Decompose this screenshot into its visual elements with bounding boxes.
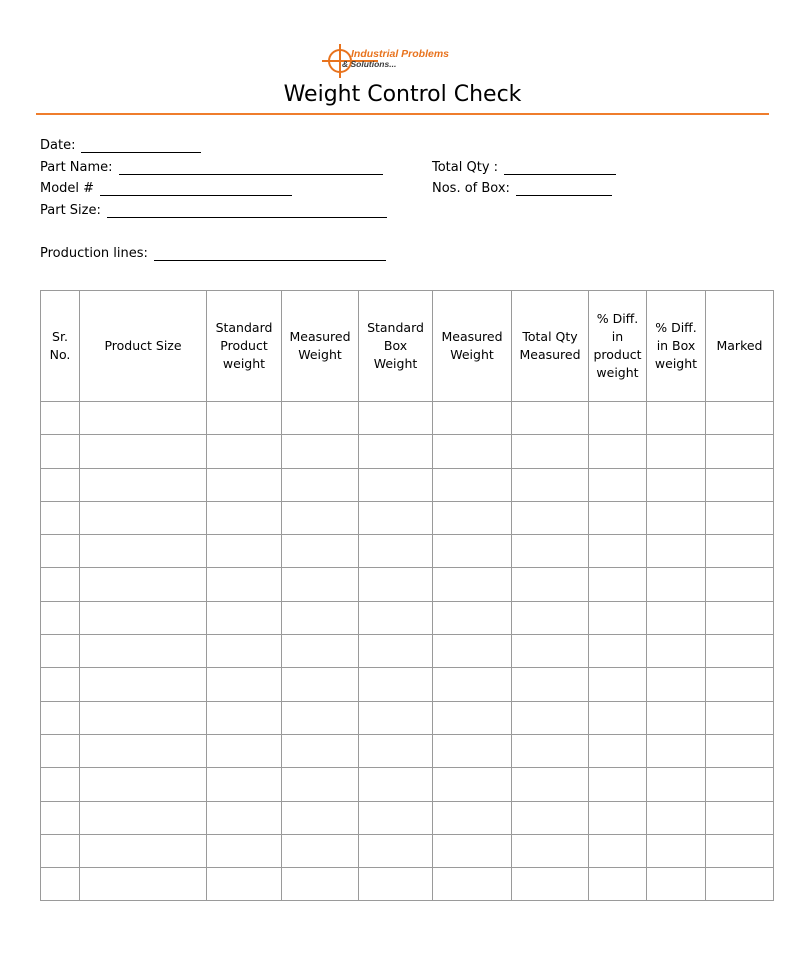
table-cell[interactable]	[282, 734, 359, 767]
table-cell[interactable]	[706, 435, 774, 468]
col-header-measured-weight: Measured Weight	[282, 291, 359, 402]
table-cell[interactable]	[359, 635, 433, 668]
table-cell[interactable]	[706, 768, 774, 801]
table-cell[interactable]	[433, 501, 512, 534]
table-cell[interactable]	[80, 435, 207, 468]
table-row	[41, 468, 774, 501]
table-cell[interactable]	[647, 834, 706, 867]
table-cell[interactable]	[80, 734, 207, 767]
total-qty-label: Total Qty :	[432, 160, 499, 175]
table-cell[interactable]	[282, 435, 359, 468]
table-cell[interactable]	[41, 468, 80, 501]
total-qty-field[interactable]	[432, 160, 616, 175]
table-cell[interactable]	[433, 402, 512, 435]
table-cell[interactable]	[589, 834, 647, 867]
table-cell[interactable]	[207, 402, 282, 435]
table-cell[interactable]	[706, 668, 774, 701]
table-cell[interactable]	[359, 768, 433, 801]
table-cell[interactable]	[647, 402, 706, 435]
table-row	[41, 435, 774, 468]
col-header-standard-product-weight: Standard Product weight	[207, 291, 282, 402]
table-cell[interactable]	[41, 402, 80, 435]
table-cell[interactable]	[207, 568, 282, 601]
col-header-diff-box-weight: % Diff. in Box weight	[647, 291, 706, 402]
table-cell[interactable]	[282, 535, 359, 568]
table-cell[interactable]	[207, 834, 282, 867]
table-cell[interactable]	[433, 701, 512, 734]
table-cell[interactable]	[41, 834, 80, 867]
table-cell[interactable]	[512, 501, 589, 534]
table-cell[interactable]	[647, 435, 706, 468]
table-cell[interactable]	[647, 768, 706, 801]
production-lines-field[interactable]	[40, 246, 386, 261]
table-cell[interactable]	[207, 535, 282, 568]
table-cell[interactable]	[512, 601, 589, 634]
table-cell[interactable]	[706, 834, 774, 867]
table-cell[interactable]	[41, 734, 80, 767]
part-name-blank[interactable]	[119, 161, 383, 175]
table-cell[interactable]	[589, 601, 647, 634]
table-cell[interactable]	[589, 734, 647, 767]
table-cell[interactable]	[433, 668, 512, 701]
col-header-total-qty-measured: Total Qty Measured	[512, 291, 589, 402]
model-field[interactable]	[40, 181, 292, 196]
table-cell[interactable]	[647, 734, 706, 767]
table-cell[interactable]	[512, 468, 589, 501]
table-cell[interactable]	[589, 468, 647, 501]
table-cell[interactable]	[282, 635, 359, 668]
table-cell[interactable]	[647, 535, 706, 568]
table-cell[interactable]	[589, 635, 647, 668]
table-cell[interactable]	[589, 402, 647, 435]
table-cell[interactable]	[282, 801, 359, 834]
table-cell[interactable]	[80, 668, 207, 701]
table-cell[interactable]	[359, 601, 433, 634]
table-cell[interactable]	[706, 601, 774, 634]
table-cell[interactable]	[41, 768, 80, 801]
table-cell[interactable]	[282, 601, 359, 634]
table-cell[interactable]	[359, 501, 433, 534]
table-cell[interactable]	[207, 768, 282, 801]
table-cell[interactable]	[80, 535, 207, 568]
table-cell[interactable]	[512, 402, 589, 435]
table-body	[41, 402, 774, 901]
table-row	[41, 801, 774, 834]
table-cell[interactable]	[207, 435, 282, 468]
table-cell[interactable]	[433, 468, 512, 501]
table-cell[interactable]	[41, 568, 80, 601]
model-blank[interactable]	[100, 182, 292, 196]
table-cell[interactable]	[41, 801, 80, 834]
col-header-product-size: Product Size	[80, 291, 207, 402]
table-cell[interactable]	[512, 568, 589, 601]
table-cell[interactable]	[589, 535, 647, 568]
table-cell[interactable]	[512, 701, 589, 734]
table-cell[interactable]	[706, 635, 774, 668]
model-label: Model #	[40, 181, 95, 196]
page-title: Weight Control Check	[283, 82, 522, 107]
table-cell[interactable]	[359, 801, 433, 834]
table-cell[interactable]	[512, 435, 589, 468]
col-header-sr-no: Sr. No.	[41, 291, 80, 402]
table-cell[interactable]	[359, 668, 433, 701]
table-cell[interactable]	[433, 734, 512, 767]
table-cell[interactable]	[282, 768, 359, 801]
table-cell[interactable]	[512, 535, 589, 568]
table-cell[interactable]	[589, 568, 647, 601]
table-cell[interactable]	[647, 801, 706, 834]
nos-box-blank[interactable]	[516, 182, 612, 196]
table-cell[interactable]	[706, 402, 774, 435]
table-cell[interactable]	[80, 868, 207, 901]
table-cell[interactable]	[706, 501, 774, 534]
table-cell[interactable]	[512, 635, 589, 668]
nos-box-field[interactable]	[432, 181, 612, 196]
table-cell[interactable]	[433, 535, 512, 568]
table-cell[interactable]	[282, 834, 359, 867]
table-cell[interactable]	[207, 668, 282, 701]
table-cell[interactable]	[589, 501, 647, 534]
table-row	[41, 535, 774, 568]
table-cell[interactable]	[433, 868, 512, 901]
table-cell[interactable]	[41, 668, 80, 701]
part-size-label: Part Size:	[40, 203, 101, 218]
table-row	[41, 601, 774, 634]
table-row	[41, 868, 774, 901]
table-cell[interactable]	[80, 635, 207, 668]
table-row	[41, 734, 774, 767]
table-cell[interactable]	[80, 468, 207, 501]
table-cell[interactable]	[282, 568, 359, 601]
col-header-marked: Marked	[706, 291, 774, 402]
date-field[interactable]	[40, 138, 201, 153]
col-header-diff-product-weight: % Diff. in product weight	[589, 291, 647, 402]
table-cell[interactable]	[512, 734, 589, 767]
table-cell[interactable]	[359, 734, 433, 767]
table-cell[interactable]	[207, 601, 282, 634]
table-cell[interactable]	[41, 501, 80, 534]
logo-text-line2: & Solutions...	[342, 59, 397, 69]
table-cell[interactable]	[647, 701, 706, 734]
table-cell[interactable]	[647, 635, 706, 668]
table-cell[interactable]	[433, 768, 512, 801]
table-cell[interactable]	[41, 435, 80, 468]
table-cell[interactable]	[282, 701, 359, 734]
table-cell[interactable]	[433, 834, 512, 867]
table-cell[interactable]	[512, 768, 589, 801]
table-cell[interactable]	[80, 501, 207, 534]
table-cell[interactable]	[359, 535, 433, 568]
table-cell[interactable]	[282, 402, 359, 435]
table-cell[interactable]	[41, 635, 80, 668]
table-cell[interactable]	[647, 468, 706, 501]
table-cell[interactable]	[706, 468, 774, 501]
part-size-blank[interactable]	[107, 204, 387, 218]
table-cell[interactable]	[207, 868, 282, 901]
table-cell[interactable]	[512, 801, 589, 834]
table-row	[41, 568, 774, 601]
production-lines-blank[interactable]	[154, 247, 386, 261]
table-cell[interactable]	[282, 868, 359, 901]
table-cell[interactable]	[207, 468, 282, 501]
table-cell[interactable]	[589, 668, 647, 701]
table-cell[interactable]	[647, 601, 706, 634]
table-cell[interactable]	[589, 801, 647, 834]
table-cell[interactable]	[706, 801, 774, 834]
table-row	[41, 768, 774, 801]
table-cell[interactable]	[433, 801, 512, 834]
col-header-standard-box-weight: Standard Box Weight	[359, 291, 433, 402]
table-cell[interactable]	[80, 568, 207, 601]
production-lines-label: Production lines:	[40, 246, 148, 261]
total-qty-blank[interactable]	[504, 161, 616, 175]
table-cell[interactable]	[359, 834, 433, 867]
table-cell[interactable]	[647, 501, 706, 534]
table-cell[interactable]	[647, 868, 706, 901]
table-cell[interactable]	[80, 768, 207, 801]
col-header-measured-weight-2: Measured Weight	[433, 291, 512, 402]
company-logo	[318, 42, 458, 80]
table-cell[interactable]	[706, 734, 774, 767]
table-cell[interactable]	[706, 568, 774, 601]
table-cell[interactable]	[207, 635, 282, 668]
table-cell[interactable]	[359, 435, 433, 468]
table-cell[interactable]	[41, 601, 80, 634]
table-row	[41, 635, 774, 668]
table-cell[interactable]	[282, 668, 359, 701]
table-cell[interactable]	[512, 668, 589, 701]
table-cell[interactable]	[80, 834, 207, 867]
table-cell[interactable]	[359, 402, 433, 435]
date-blank[interactable]	[81, 139, 201, 153]
date-label: Date:	[40, 138, 76, 153]
table-cell[interactable]	[207, 734, 282, 767]
table-cell[interactable]	[647, 668, 706, 701]
table-cell[interactable]	[433, 435, 512, 468]
table-cell[interactable]	[207, 501, 282, 534]
logo-text-line1: Industrial Problems	[351, 48, 450, 60]
table-cell[interactable]	[359, 568, 433, 601]
table-cell[interactable]	[589, 868, 647, 901]
table-cell[interactable]	[359, 468, 433, 501]
table-cell[interactable]	[589, 768, 647, 801]
table-row	[41, 701, 774, 734]
table-cell[interactable]	[359, 701, 433, 734]
table-cell[interactable]	[512, 868, 589, 901]
table-row	[41, 834, 774, 867]
table-row	[41, 668, 774, 701]
table-row	[41, 501, 774, 534]
table-cell[interactable]	[706, 535, 774, 568]
table-cell[interactable]	[433, 601, 512, 634]
table-cell[interactable]	[80, 601, 207, 634]
table-cell[interactable]	[282, 501, 359, 534]
table-cell[interactable]	[41, 868, 80, 901]
table-cell[interactable]	[433, 635, 512, 668]
table-row	[41, 402, 774, 435]
table-cell[interactable]	[80, 801, 207, 834]
part-name-field[interactable]	[40, 160, 383, 175]
table-cell[interactable]	[589, 435, 647, 468]
weight-check-table	[40, 290, 774, 901]
table-cell[interactable]	[706, 868, 774, 901]
table-cell[interactable]	[647, 568, 706, 601]
table-cell[interactable]	[80, 402, 207, 435]
table-cell[interactable]	[207, 701, 282, 734]
table-cell[interactable]	[207, 801, 282, 834]
part-size-field[interactable]	[40, 203, 387, 218]
table-cell[interactable]	[41, 701, 80, 734]
table-cell[interactable]	[282, 468, 359, 501]
table-cell[interactable]	[512, 834, 589, 867]
table-cell[interactable]	[80, 701, 207, 734]
table-cell[interactable]	[589, 701, 647, 734]
table-cell[interactable]	[41, 535, 80, 568]
title-divider	[36, 113, 769, 115]
table-header-row	[41, 291, 774, 402]
table-cell[interactable]	[706, 701, 774, 734]
table-cell[interactable]	[359, 868, 433, 901]
nos-box-label: Nos. of Box:	[432, 181, 510, 196]
table-cell[interactable]	[433, 568, 512, 601]
part-name-label: Part Name:	[40, 160, 113, 175]
